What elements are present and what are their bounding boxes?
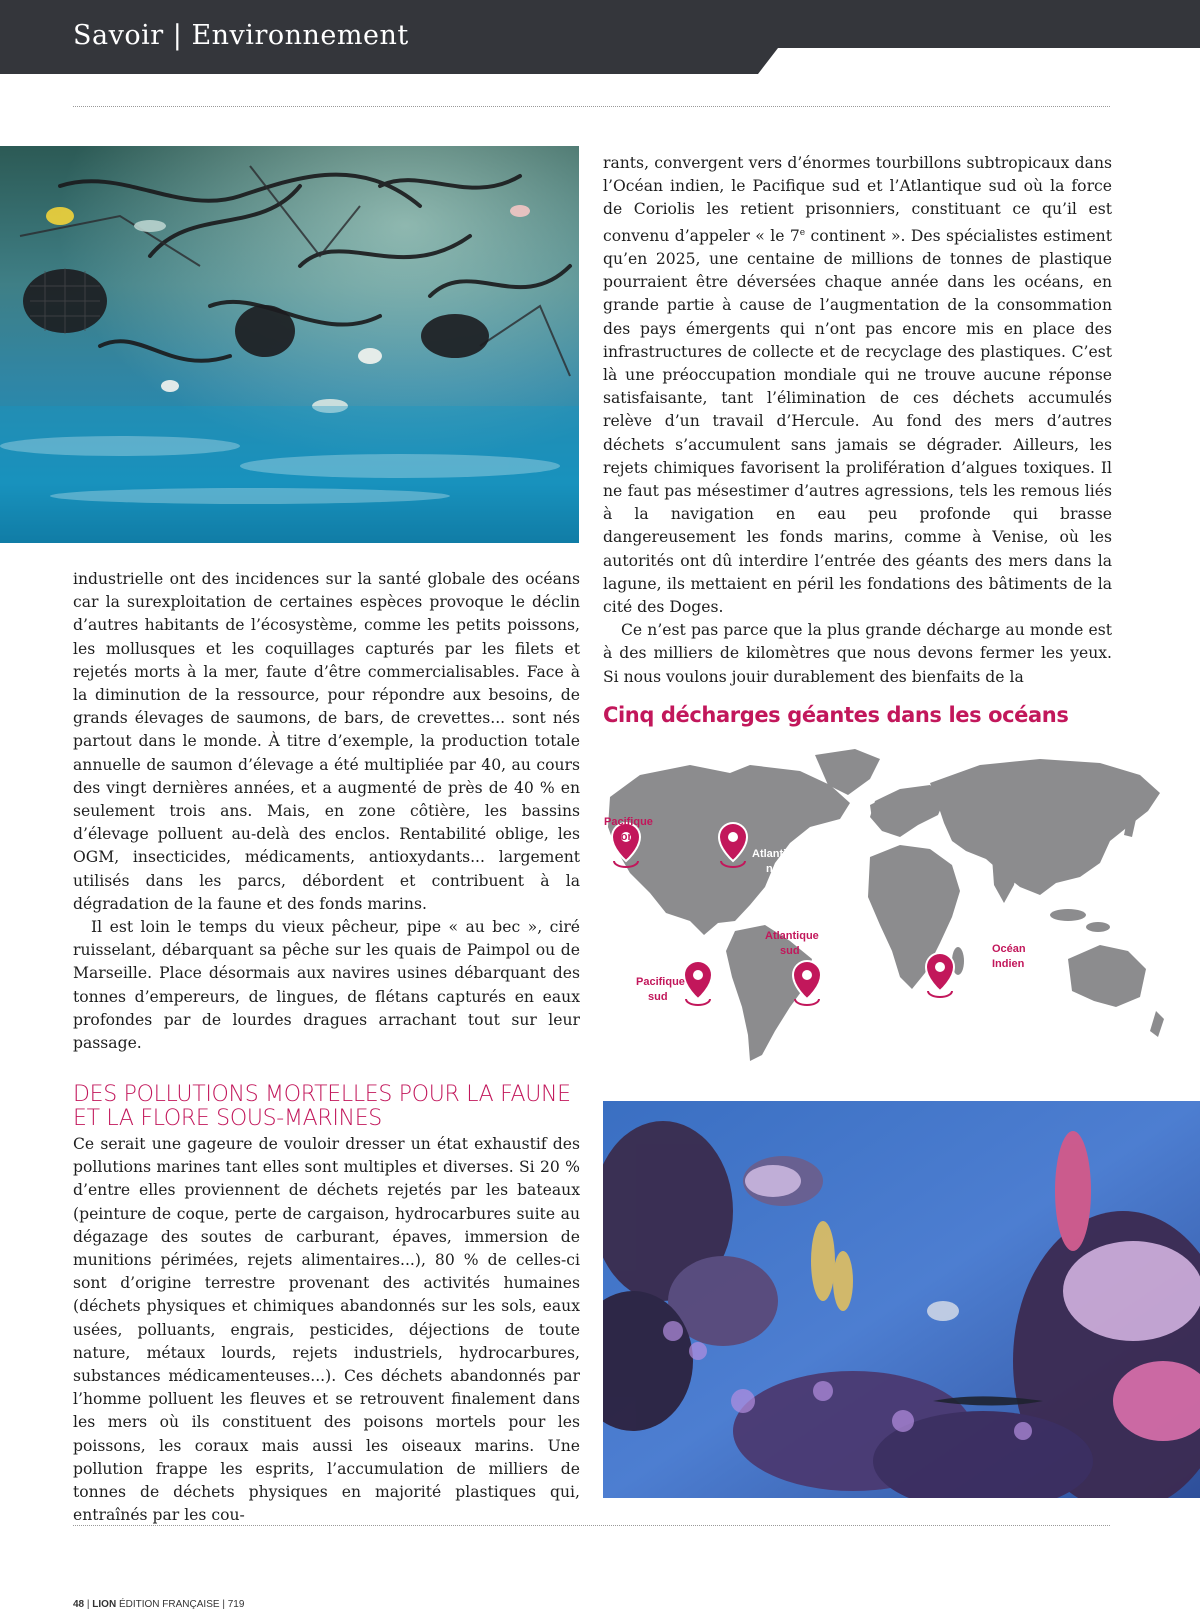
top-divider (73, 106, 1110, 107)
bottom-divider (73, 1525, 1110, 1526)
location-pin-icon (684, 961, 712, 1005)
footer-brand: LION (92, 1599, 117, 1610)
label-ocean-indien: Océan Indien (992, 943, 1026, 970)
footer-issue: 719 (227, 1599, 245, 1610)
section-title (73, 20, 409, 51)
paragraph-text: rants, convergent vers d’énormes tourbillons subtropicaux dans l’Océan indien, le Pacifique sud et l’Atlantique sud où la force de Coriolis les retient prisonniers, constituant ce qu’il est convenu d’appeler « le 7 (603, 154, 1112, 245)
section-separator: | (172, 20, 183, 51)
label-atlantique-sud: Atlantique sud (765, 930, 819, 957)
left-column-top (73, 568, 580, 1055)
superscript: e (799, 227, 806, 238)
section-topic: Environnement (191, 20, 409, 51)
paragraph-text: continent ». Des spécialistes estiment qu’en 2025, une centaine de millions de tonnes de plastique pourraient être déversées chaque année dans les océans, en grande partie à cause de l’augmentation de la consommation des pays émergents qui n’ont pas encore mis en place des infrastructures de collecte et de recyclage des plastiques. C’est là une préoccupation mondiale qui ne trouve aucune réponse satisfaisante, tant l’élimination de ces déchets accumulés relève d’un travail d’Hercule. Au fond des mers d’autres déchets s’accumulent sans jamais se dégrader. Ailleurs, les rejets chimiques favorisent la prolifération d’algues toxiques. Il ne faut pas mésestimer d’autres agressions, tels les remous liés à la navigation en eau peu profonde qui brasse dangereusement les fonds marins, comme à Venise, où les autorités ont dû interdire l’entrée des géants des mers dans la lagune, ils mettaient en péril les fondations des bâtiments de la cité des Doges. (603, 226, 1112, 617)
page-number: 48 (73, 1599, 85, 1610)
map-title: Cinq décharges géantes dans les océans (603, 703, 1069, 727)
paragraph: industrielle ont des incidences sur la santé globale des océans car la surexploitation de certaines espèces provoque le déclin d’autres habitants de l’écosystème, comme les petits poissons, les mollusques et les coquillages capturés par les filets et rejetés morts à la mer, faute d’être commercialisables. Face à la diminution de la ressource, pour répondre aux besoins, de grands élevages de saumons, de bars, de crevettes... sont nés partout dans le monde. À titre d’exemple, la production totale annuelle de saumon d’élevage a été multipliée par 40, au cours des vingt dernières années, et a augmenté de près de 40 % en seulement trois ans. Mais, en zone côtière, les bassins d’élevage polluent au-delà des enclos. Rentabilité oblige, les OGM, insecticides, médicaments, antioxydants... largement utilisés dans les parcs, débordent et contribuent à la dégradation de la faune et des fonds marins. (73, 570, 580, 913)
photo-coral-reef (603, 1101, 1200, 1498)
footer-separator: | (222, 1599, 225, 1610)
continents (608, 749, 1164, 1061)
label-pacifique-nord: Pacifique nord (604, 816, 653, 843)
paragraph: Il est loin le temps du vieux pêcheur, pipe « au bec », ciré ruisselant, débarquant sa pêche sur les quais de Paimpol ou de Marseille. Place désormais aux navires usines débarquant des tonnes d’empereurs, de lingues, de flétans capturés en eaux profondes par de lourdes dragues arrachant tout sur leur passage. (73, 918, 580, 1053)
paragraph (603, 152, 1112, 619)
section-subheading: DES POLLUTIONS MORTELLES POUR LA FAUNE ET LA FLORE SOUS-MARINES (73, 1082, 571, 1131)
right-column-text (603, 152, 1112, 689)
footer-edition: ÉDITION FRANÇAISE (118, 1599, 220, 1610)
photo-underwater-debris (0, 146, 579, 543)
location-pin-icon (926, 953, 954, 997)
page-footer (73, 1599, 244, 1610)
left-column-bottom (73, 1133, 580, 1527)
label-atlantique-nord: Atlantique nord (752, 848, 806, 875)
paragraph: Ce serait une gageure de vouloir dresser un état exhaustif des pollutions marines tant elles sont multiples et diverses. Si 20 % d’entre elles proviennent de déchets rejetés par les bateaux (peinture de coque, perte de cargaison, hydrocarbures suite au dégazage des soutes de carburant, épaves, immersion de munitions périmées, rejets alimentaires...), 80 % de celles-ci sont d’origine terrestre provenant des activités humaines (déchets physiques et chimiques abandonnés sur les sols, eaux usées, polluants, engrais, pesticides, déjections de toute nature, métaux lourds, rejets industriels, hydrocarbures, substances médicamenteuses...). Ces déchets abandonnés par l’homme polluent les fleuves et se retrouvent finalement dans les mers où ils constituent des poisons mortels pour les poissons, les coraux mais aussi les oiseaux marins. Une pollution frappe les esprits, l’accumulation de milliers de tonnes de déchets physiques en majorité plastiques qui, entraînés par les cou- (73, 1135, 580, 1525)
section-name: Savoir (73, 20, 164, 51)
location-pin-icon (793, 961, 821, 1005)
world-map (600, 745, 1172, 1085)
paragraph: Ce n’est pas parce que la plus grande décharge au monde est à des milliers de kilomètres que nous devons fermer les yeux. Si nous voulons jouir durablement des bienfaits de la (603, 621, 1112, 686)
footer-separator: | (86, 1599, 90, 1610)
label-pacifique-sud: Pacifique sud (636, 976, 685, 1003)
